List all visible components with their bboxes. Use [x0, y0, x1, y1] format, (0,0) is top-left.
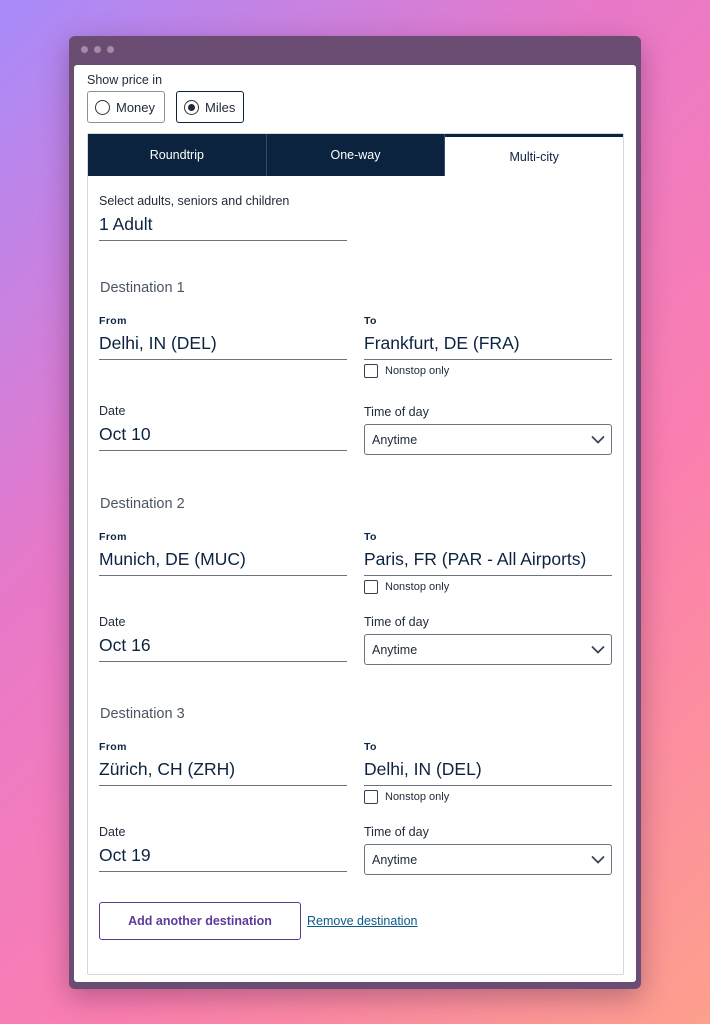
travelers-value: 1 Adult: [99, 214, 153, 234]
radio-unchecked-icon: [95, 100, 110, 115]
travelers-label: Select adults, seniors and children: [99, 194, 290, 208]
checkbox-icon: [364, 790, 378, 804]
destination-1-from-field[interactable]: [99, 315, 347, 360]
money-option[interactable]: [87, 91, 165, 123]
booking-page: [74, 65, 636, 982]
to-label: To: [364, 741, 377, 753]
destination-3-from-field[interactable]: [99, 741, 347, 786]
to-value: Frankfurt, DE (FRA): [364, 333, 520, 353]
destination-1-time-select[interactable]: [364, 424, 612, 455]
date-label: Date: [99, 615, 126, 629]
chevron-down-icon: [591, 435, 605, 444]
date-value: Oct 10: [99, 424, 151, 444]
from-value: Munich, DE (MUC): [99, 549, 246, 569]
date-label: Date: [99, 825, 126, 839]
add-destination-button[interactable]: Add another destination: [99, 902, 301, 940]
miles-option[interactable]: [176, 91, 244, 123]
from-label: From: [99, 741, 127, 753]
chevron-down-icon: [591, 645, 605, 654]
browser-window: [69, 36, 641, 989]
nonstop-label: Nonstop only: [385, 581, 450, 593]
chevron-down-icon: [591, 855, 605, 864]
from-label: From: [99, 531, 127, 543]
travelers-field[interactable]: [99, 194, 347, 241]
destination-3-time-label: Time of day: [364, 825, 429, 839]
to-label: To: [364, 531, 377, 543]
destination-2-time-select[interactable]: [364, 634, 612, 665]
nonstop-label: Nonstop only: [385, 365, 450, 377]
destination-3-title: Destination 3: [100, 706, 185, 722]
search-card: [87, 133, 624, 975]
radio-checked-icon: [184, 100, 199, 115]
checkbox-icon: [364, 364, 378, 378]
destination-3-nonstop-checkbox[interactable]: [364, 790, 449, 804]
destination-2-from-field[interactable]: [99, 531, 347, 576]
destination-1-title: Destination 1: [100, 280, 185, 296]
window-dot: [81, 46, 88, 53]
destination-2-nonstop-checkbox[interactable]: [364, 580, 449, 594]
date-value: Oct 19: [99, 845, 151, 865]
window-dot: [94, 46, 101, 53]
from-value: Delhi, IN (DEL): [99, 333, 217, 353]
tab-one-way[interactable]: One-way: [267, 134, 446, 176]
destination-3-date-field[interactable]: [99, 825, 347, 872]
time-select-value: Anytime: [372, 642, 418, 657]
trip-type-tabs: [88, 134, 623, 176]
time-select-value: Anytime: [372, 852, 418, 867]
from-label: From: [99, 315, 127, 327]
date-label: Date: [99, 404, 126, 418]
to-value: Delhi, IN (DEL): [364, 759, 482, 779]
money-option-label: Money: [116, 99, 156, 115]
destination-2-time-label: Time of day: [364, 615, 429, 629]
time-select-value: Anytime: [372, 432, 418, 447]
tab-multi-city[interactable]: Multi-city: [445, 134, 623, 176]
destination-2-title: Destination 2: [100, 496, 185, 512]
destination-3-to-field[interactable]: [364, 741, 612, 786]
to-value: Paris, FR (PAR - All Airports): [364, 549, 587, 569]
tab-roundtrip[interactable]: Roundtrip: [88, 134, 267, 176]
destination-1-nonstop-checkbox[interactable]: [364, 364, 449, 378]
nonstop-label: Nonstop only: [385, 791, 450, 803]
date-value: Oct 16: [99, 635, 151, 655]
price-label: Show price in: [87, 73, 163, 87]
checkbox-icon: [364, 580, 378, 594]
window-control-dots: [81, 46, 114, 53]
destination-1-date-field[interactable]: [99, 404, 347, 451]
destination-2-date-field[interactable]: [99, 615, 347, 662]
to-label: To: [364, 315, 377, 327]
from-value: Zürich, CH (ZRH): [99, 759, 236, 779]
destination-1-to-field[interactable]: [364, 315, 612, 360]
miles-option-label: Miles: [205, 99, 236, 115]
window-dot: [107, 46, 114, 53]
remove-destination-link[interactable]: Remove destination: [307, 914, 418, 928]
destination-3-time-select[interactable]: [364, 844, 612, 875]
destination-2-to-field[interactable]: [364, 531, 612, 576]
destination-1-time-label: Time of day: [364, 405, 429, 419]
